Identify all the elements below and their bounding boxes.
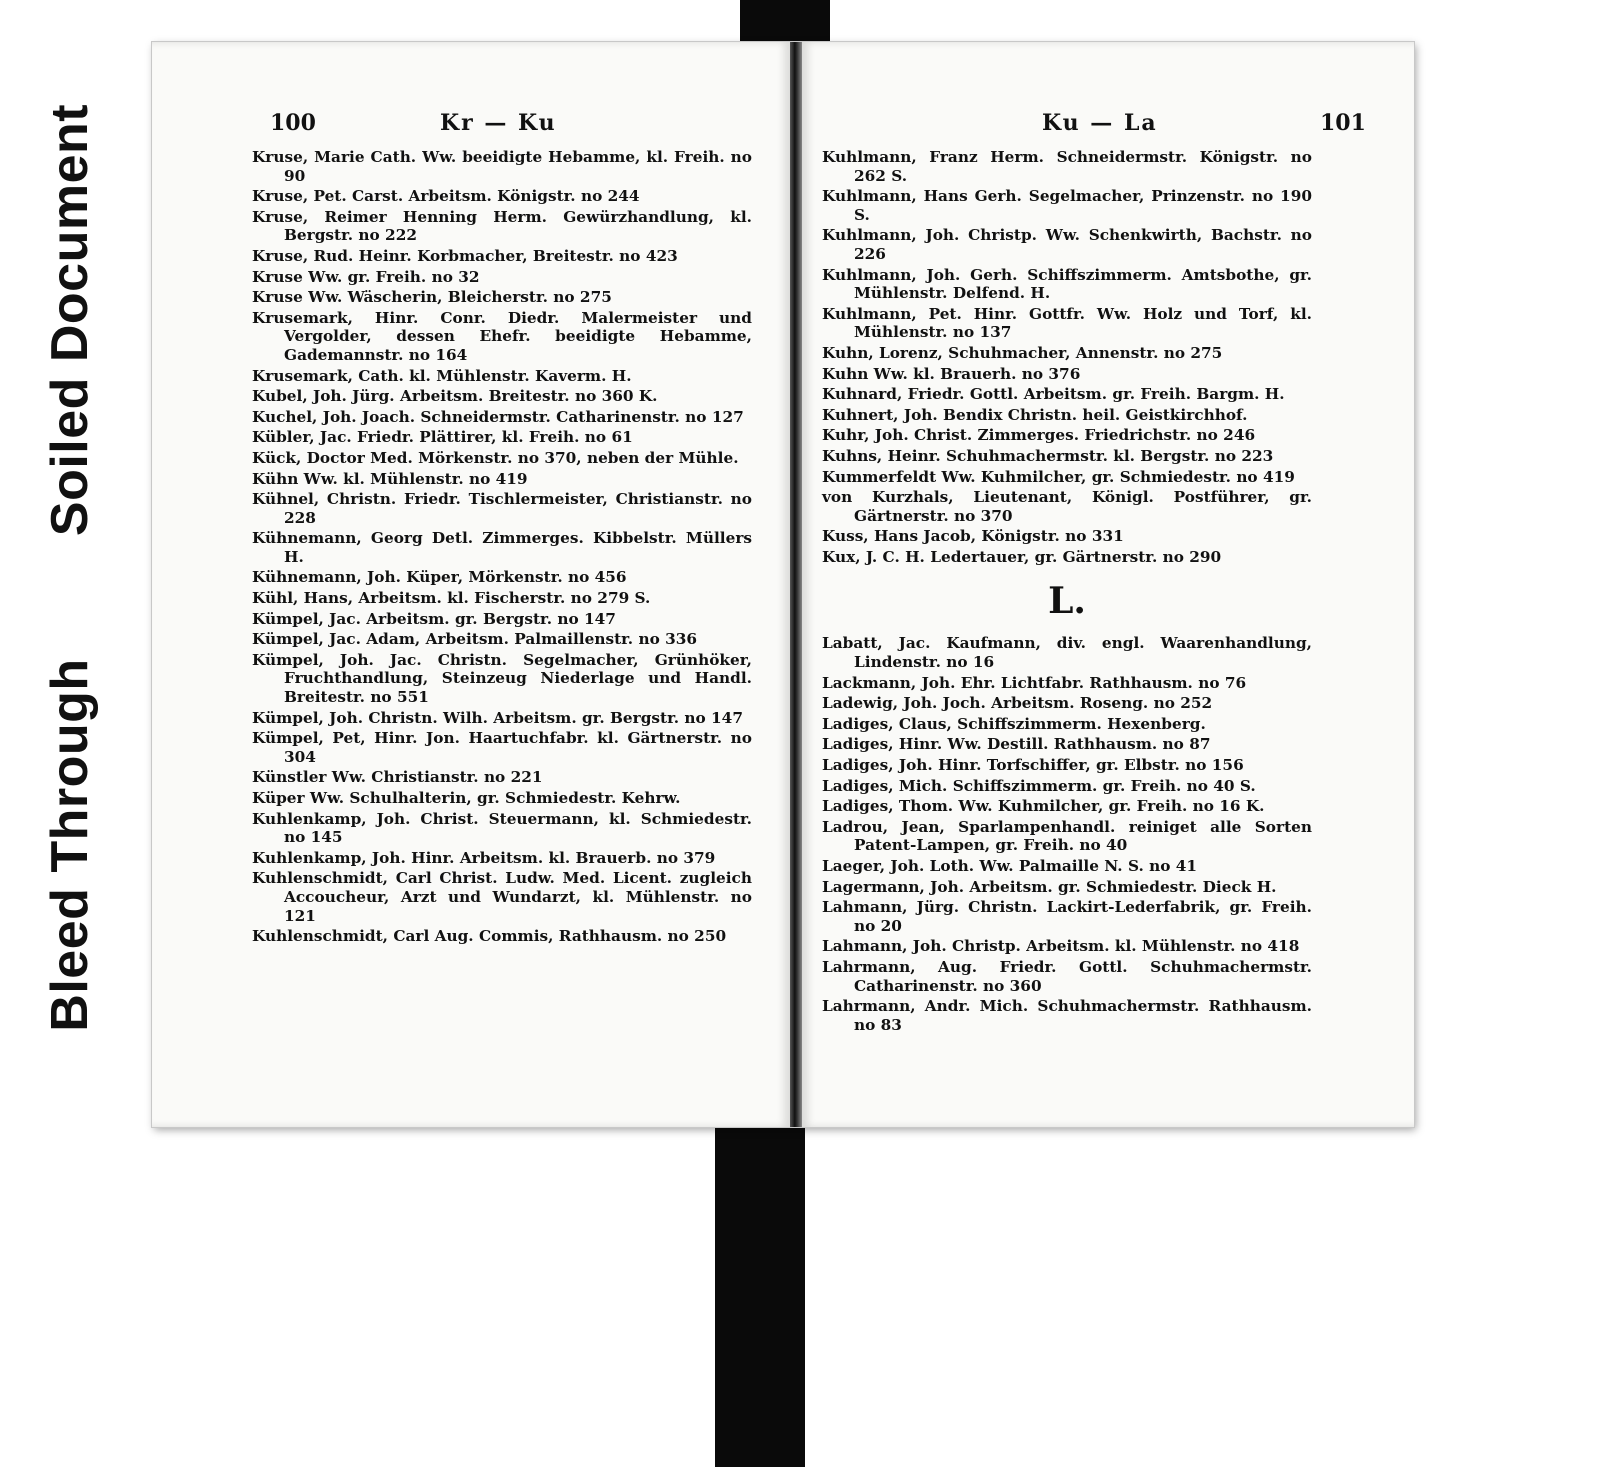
book-gutter bbox=[790, 42, 802, 1127]
right-page-number: 101 bbox=[1320, 110, 1366, 136]
directory-entry: Kuhnard, Friedr. Gottl. Arbeitsm. gr. Freih. Bargm. H. bbox=[822, 385, 1285, 404]
left-page-range: Kr — Ku bbox=[440, 110, 557, 136]
black-tape-bottom bbox=[715, 1123, 805, 1467]
directory-entry: Lahrmann, Aug. Friedr. Gottl. Schuhmachermstr. Catharinenstr. no 360 bbox=[822, 957, 1312, 995]
directory-entry: von Kurzhals, Lieutenant, Königl. Postführer, gr. Gärtnerstr. no 370 bbox=[822, 488, 1312, 525]
directory-entry: Kuchel, Joh. Joach. Schneidermstr. Catharinenstr. no 127 bbox=[252, 407, 744, 426]
directory-entry: Kuhr, Joh. Christ. Zimmerges. Friedrichstr. no 246 bbox=[822, 426, 1256, 445]
directory-entry: Ladiges, Thom. Ww. Kuhmilcher, gr. Freih. no 16 K. bbox=[822, 797, 1265, 816]
directory-entry: Kuhlenschmidt, Carl Aug. Commis, Rathhausm. no 250 bbox=[252, 927, 727, 946]
right-page-range: Ku — La bbox=[1042, 110, 1158, 136]
directory-entry: Kuhn, Lorenz, Schuhmacher, Annenstr. no 275 bbox=[822, 343, 1223, 362]
directory-entry: Ladrou, Jean, Sparlampenhandl. reiniget alle Sorten Patent-Lampen, gr. Freih. no 40 bbox=[822, 817, 1312, 855]
directory-entry: Ladiges, Hinr. Ww. Destill. Rathhausm. no 87 bbox=[822, 735, 1211, 754]
directory-entry: Krusemark, Cath. kl. Mühlenstr. Kaverm. H. bbox=[252, 366, 632, 385]
left-page-number: 100 bbox=[270, 110, 316, 136]
directory-entry: Kruse, Reimer Henning Herm. Gewürzhandlung, kl. Bergstr. no 222 bbox=[252, 207, 752, 245]
directory-entry: Kümpel, Joh. Jac. Christn. Segelmacher, Grünhöker, Fruchthandlung, Steinzeug Niederlage und Handl. Breitestr. no 551 bbox=[252, 650, 752, 707]
directory-entry: Kümpel, Joh. Christn. Wilh. Arbeitsm. gr. Bergstr. no 147 bbox=[252, 708, 743, 727]
directory-entry: Kühnemann, Georg Detl. Zimmerges. Kibbelstr. Müllers H. bbox=[252, 529, 752, 566]
bleed-through-label: Bleed Through bbox=[41, 658, 99, 1032]
left-entry-list bbox=[252, 148, 752, 948]
directory-entry: Kuhlmann, Hans Gerh. Segelmacher, Prinzenstr. no 190 S. bbox=[822, 187, 1312, 224]
directory-entry: Kuhlenkamp, Joh. Christ. Steuermann, kl. Schmiedestr. no 145 bbox=[252, 809, 752, 847]
directory-entry: Kuhlmann, Joh. Christp. Ww. Schenkwirth, Bachstr. no 226 bbox=[822, 226, 1312, 263]
directory-entry: Kühnel, Christn. Friedr. Tischlermeister, Christianstr. no 228 bbox=[252, 490, 752, 527]
directory-entry: Küper Ww. Schulhalterin, gr. Schmiedestr. Kehrw. bbox=[252, 789, 681, 807]
directory-entry: Lahrmann, Andr. Mich. Schuhmachermstr. Rathhausm. no 83 bbox=[822, 997, 1312, 1034]
directory-entry: Lahmann, Jürg. Christn. Lackirt-Lederfabrik, gr. Freih. no 20 bbox=[822, 898, 1312, 935]
directory-entry: Laeger, Joh. Loth. Ww. Palmaille N. S. no 41 bbox=[822, 857, 1198, 875]
directory-entry: Kuhlmann, Pet. Hinr. Gottfr. Ww. Holz und Torf, kl. Mühlenstr. no 137 bbox=[822, 304, 1312, 342]
directory-entry: Kuhn Ww. kl. Brauerh. no 376 bbox=[822, 364, 1081, 383]
directory-entry: Kruse, Rud. Heinr. Korbmacher, Breitestr. no 423 bbox=[252, 246, 678, 265]
directory-entry: Ladiges, Joh. Hinr. Torfschiffer, gr. Elbstr. no 156 bbox=[822, 756, 1244, 775]
directory-entry: Kuss, Hans Jacob, Königstr. no 331 bbox=[822, 527, 1124, 546]
directory-entry: Krusemark, Hinr. Conr. Diedr. Malermeister und Vergolder, dessen Ehefr. beeidigte Hebamme, Gademannstr. no 164 bbox=[252, 308, 752, 364]
directory-entry: Kümpel, Jac. Adam, Arbeitsm. Palmaillenstr. no 336 bbox=[252, 630, 698, 649]
directory-entry: Ladewig, Joh. Joch. Arbeitsm. Roseng. no 252 bbox=[822, 694, 1213, 713]
directory-entry: Kux, J. C. H. Ledertauer, gr. Gärtnerstr. no 290 bbox=[822, 547, 1222, 566]
soiled-document-label: Soiled Document bbox=[41, 103, 99, 537]
directory-entry: Kübler, Jac. Friedr. Plättirer, kl. Freih. no 61 bbox=[252, 428, 633, 447]
directory-entry: Lackmann, Joh. Ehr. Lichtfabr. Rathhausm. no 76 bbox=[822, 673, 1247, 692]
directory-entry: Kühl, Hans, Arbeitsm. kl. Fischerstr. no 279 S. bbox=[252, 589, 651, 608]
directory-entry: Kuhlmann, Joh. Gerh. Schiffszimmerm. Amtsbothe, gr. Mühlenstr. Delfend. H. bbox=[822, 265, 1312, 303]
directory-entry: Ladiges, Mich. Schiffszimmerm. gr. Freih. no 40 S. bbox=[822, 776, 1256, 795]
directory-entry: Lahmann, Joh. Christp. Arbeitsm. kl. Mühlenstr. no 418 bbox=[822, 937, 1300, 956]
directory-entry: Kück, Doctor Med. Mörkenstr. no 370, neben der Mühle. bbox=[252, 448, 739, 467]
directory-entry: Kubel, Joh. Jürg. Arbeitsm. Breitestr. no 360 K. bbox=[252, 387, 658, 406]
directory-entry: Lagermann, Joh. Arbeitsm. gr. Schmiedestr. Dieck H. bbox=[822, 877, 1277, 896]
right-entry-list bbox=[822, 148, 1312, 1036]
directory-entry: Ladiges, Claus, Schiffszimmerm. Hexenberg. bbox=[822, 714, 1206, 733]
left-page bbox=[152, 42, 790, 1127]
directory-entry: Kuhns, Heinr. Schuhmachermstr. kl. Bergstr. no 223 bbox=[822, 446, 1274, 465]
directory-entry: Kummerfeldt Ww. Kuhmilcher, gr. Schmiedestr. no 419 bbox=[822, 467, 1295, 486]
directory-entry: Kümpel, Jac. Arbeitsm. gr. Bergstr. no 147 bbox=[252, 609, 616, 628]
directory-entry: Labatt, Jac. Kaufmann, div. engl. Waarenhandlung, Lindenstr. no 16 bbox=[822, 634, 1312, 672]
directory-entry: Kühnemann, Joh. Küper, Mörkenstr. no 456 bbox=[252, 568, 627, 587]
right-page bbox=[802, 42, 1414, 1127]
directory-entry: Kuhlmann, Franz Herm. Schneidermstr. Königstr. no 262 S. bbox=[822, 148, 1312, 185]
open-book bbox=[152, 42, 1414, 1127]
directory-entry: Kruse, Pet. Carst. Arbeitsm. Königstr. no 244 bbox=[252, 187, 640, 206]
directory-entry: Kruse Ww. Wäscherin, Bleicherstr. no 275 bbox=[252, 288, 612, 307]
directory-entry: Kruse, Marie Cath. Ww. beeidigte Hebamme, kl. Freih. no 90 bbox=[252, 148, 752, 185]
directory-entry: Kühn Ww. kl. Mühlenstr. no 419 bbox=[252, 469, 528, 488]
directory-entry: Kuhlenschmidt, Carl Christ. Ludw. Med. Licent. zugleich Accoucheur, Arzt und Wundarzt, kl. Mühlenstr. no 121 bbox=[252, 869, 752, 925]
directory-entry: Kuhnert, Joh. Bendix Christn. heil. Geistkirchhof. bbox=[822, 405, 1248, 424]
directory-entry: Kümpel, Pet, Hinr. Jon. Haartuchfabr. kl. Gärtnerstr. no 304 bbox=[252, 729, 752, 766]
directory-entry: Künstler Ww. Christianstr. no 221 bbox=[252, 768, 543, 787]
directory-entry: Kruse Ww. gr. Freih. no 32 bbox=[252, 267, 480, 286]
directory-entry: Kuhlenkamp, Joh. Hinr. Arbeitsm. kl. Brauerb. no 379 bbox=[252, 848, 716, 867]
section-letter-heading: L. bbox=[1048, 580, 1086, 623]
